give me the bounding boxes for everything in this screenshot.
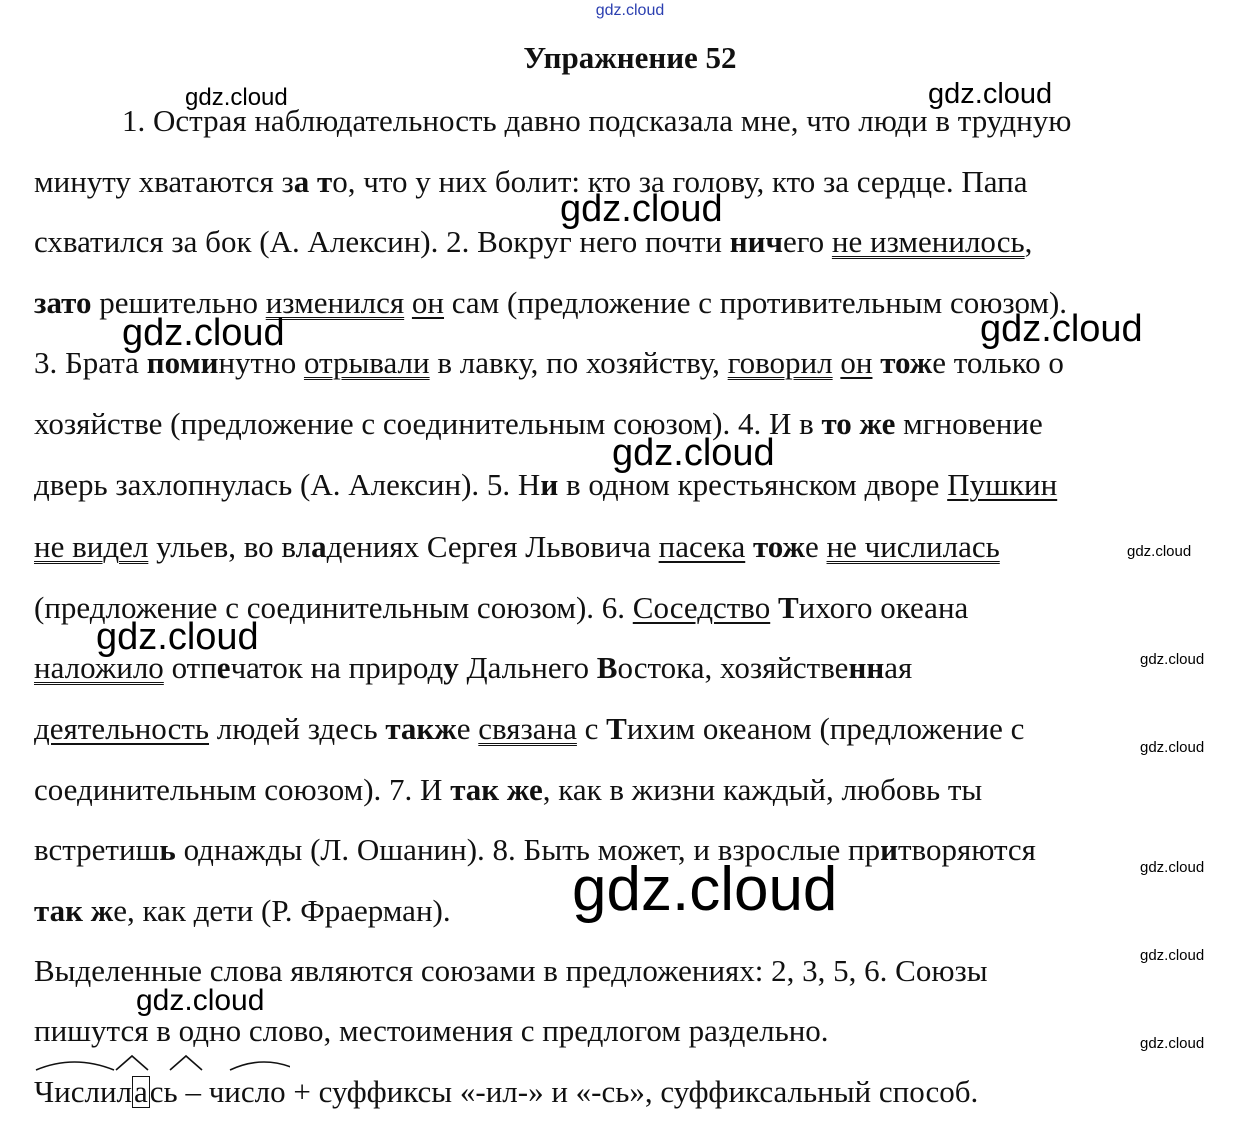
text-run: е, как дети (Р. Фраерман). (113, 893, 451, 928)
bold-run: и (880, 832, 898, 867)
text-run: минуту хватаются з (34, 164, 294, 199)
predicate-underline: отрывали (303, 345, 430, 380)
text-run: чаток на природ (230, 650, 444, 685)
bold-run: ми (179, 345, 219, 380)
text-run: ихого океана (798, 590, 969, 625)
bold-run: по (146, 345, 180, 380)
bold-run: то же (821, 406, 896, 441)
text-run: мгновение (895, 406, 1043, 441)
text-run: Выделенные слова являются союзами в предложениях: 2, 3, 5, 6. Союзы (34, 953, 988, 988)
text-run: е (805, 529, 827, 564)
bold-run: а (311, 529, 327, 564)
watermark: gdz.cloud (1140, 651, 1205, 668)
exercise-title: Упражнение 52 (523, 40, 737, 75)
text-run: е только о (932, 345, 1064, 380)
bold-run: такж (385, 711, 457, 746)
predicate-underline: не числилась (826, 529, 1000, 564)
watermark: gdz.cloud (1140, 1035, 1205, 1052)
bold-run: зато (34, 285, 92, 320)
postfix-mark (170, 1056, 202, 1070)
bold-run: нич (729, 224, 783, 259)
bold-run: у (443, 650, 459, 685)
suffix-mark (116, 1056, 148, 1070)
text-run: остока, хозяйстве (617, 650, 849, 685)
watermark: gdz.cloud (185, 84, 288, 111)
text-run: ихим океаном (предложение с (626, 711, 1025, 746)
subject-underline: деятельность (34, 711, 210, 746)
postfix-part: сь (149, 1074, 178, 1109)
predicate-underline: связана (478, 711, 577, 746)
text-run: ая (884, 650, 913, 685)
bold-run: так ж (34, 893, 114, 928)
predicate-underline: говорил (727, 345, 833, 380)
space (404, 285, 412, 320)
text-run: , (1024, 224, 1033, 259)
text-line (34, 832, 1036, 868)
space (770, 590, 778, 625)
watermark: gdz.cloud (96, 616, 259, 658)
suffix-part: ил (99, 1074, 133, 1109)
text-run: дениях Сергея Львовича (326, 529, 659, 564)
text-line (34, 529, 1000, 565)
subject-underline: он (411, 285, 445, 320)
text-run: творяются (897, 832, 1036, 867)
bold-run: тож (752, 529, 806, 564)
watermark: gdz.cloud (1140, 859, 1205, 876)
watermark: gdz.cloud (572, 855, 838, 924)
bold-run: Т (606, 711, 627, 746)
top-watermark: gdz.cloud (595, 2, 665, 19)
watermark: gdz.cloud (122, 312, 285, 354)
text-line (34, 893, 451, 929)
text-run: о, что у них болит: кто за голову, кто за сердце. Папа (332, 164, 1028, 199)
bold-run: Т (777, 590, 799, 625)
text-line (34, 467, 1057, 503)
text-run: сам (предложение с противительным союзом). (444, 285, 1068, 320)
predicate-underline: не видел (34, 529, 149, 564)
watermark: gdz.cloud (1140, 947, 1205, 964)
text-run: отп (163, 650, 217, 685)
bold-run: е (216, 650, 231, 685)
watermark: gdz.cloud (928, 78, 1053, 110)
text-run: однажды (Л. Ошанин). 8. Быть может, и взрослые пр (175, 832, 881, 867)
text-run: (предложение с соединительным союзом). 6. (34, 590, 633, 625)
text-run: ульев, во вл (148, 529, 312, 564)
text-run: пишутся в одно слово, местоимения с предлогом раздельно. (34, 1013, 829, 1048)
watermark: gdz.cloud (136, 984, 265, 1017)
watermark: gdz.cloud (612, 432, 775, 474)
text-run: встретиш (34, 832, 160, 867)
space (745, 529, 753, 564)
text-run: , как в жизни каждый, любовь ты (542, 772, 983, 807)
text-run: е (456, 711, 479, 746)
text-run: его (782, 224, 832, 259)
morpheme-line (34, 1074, 978, 1110)
text-run: людей здесь (209, 711, 386, 746)
predicate-underline: не изменилось (831, 224, 1025, 259)
text-run: с (576, 711, 607, 746)
text-run: решительно (91, 285, 266, 320)
subject-underline: он (840, 345, 873, 380)
text-line (34, 1013, 829, 1049)
text-line (34, 224, 1032, 260)
text-run: в лавку, по хозяйству, (429, 345, 728, 380)
bold-run: а т (293, 164, 333, 199)
text-line (34, 772, 982, 808)
predicate-underline: наложило (34, 650, 164, 685)
root-arc (36, 1062, 114, 1070)
bold-run: В (596, 650, 618, 685)
subject-underline: пасека (658, 529, 746, 564)
watermark: gdz.cloud (1127, 543, 1192, 560)
text-line (34, 711, 1024, 747)
text-run: в одном крестьянском дворе (558, 467, 948, 502)
bold-run: тож (880, 345, 933, 380)
bold-run: ь (159, 832, 176, 867)
text-run: 3. Брата (34, 345, 147, 380)
text-line (34, 164, 1028, 200)
text-run: хозяйстве (предложение с соединительным союзом). 4. И в (34, 406, 822, 441)
watermark: gdz.cloud (980, 308, 1143, 350)
watermark: gdz.cloud (1140, 739, 1205, 756)
text-run: соединительным союзом). 7. И (34, 772, 451, 807)
root-arc (230, 1062, 290, 1070)
predicate-underline: изменился (265, 285, 405, 320)
subject-underline: Пушкин (947, 467, 1058, 502)
text-run: схватился за бок (А. Алексин). 2. Вокруг него почти (34, 224, 730, 259)
root-part: Числ (34, 1074, 100, 1109)
subject-underline: Соседство (632, 590, 771, 625)
watermark: gdz.cloud (560, 188, 723, 230)
text-run: 1. Острая наблюдательность давно подсказала мне, что люди в трудную (122, 103, 1072, 138)
text-run: Дальнего (458, 650, 597, 685)
text-run: нутно (218, 345, 304, 380)
bold-run: нн (848, 650, 885, 685)
text-run: дверь захлопнулась (А. Алексин). 5. Н (34, 467, 541, 502)
ending-box: а (134, 1074, 148, 1109)
text-run: – число + суффиксы «-ил-» и «-сь», суффиксальный способ. (177, 1074, 979, 1109)
text-line (34, 406, 1043, 442)
bold-run: и (540, 467, 559, 502)
bold-run: так же (450, 772, 543, 807)
